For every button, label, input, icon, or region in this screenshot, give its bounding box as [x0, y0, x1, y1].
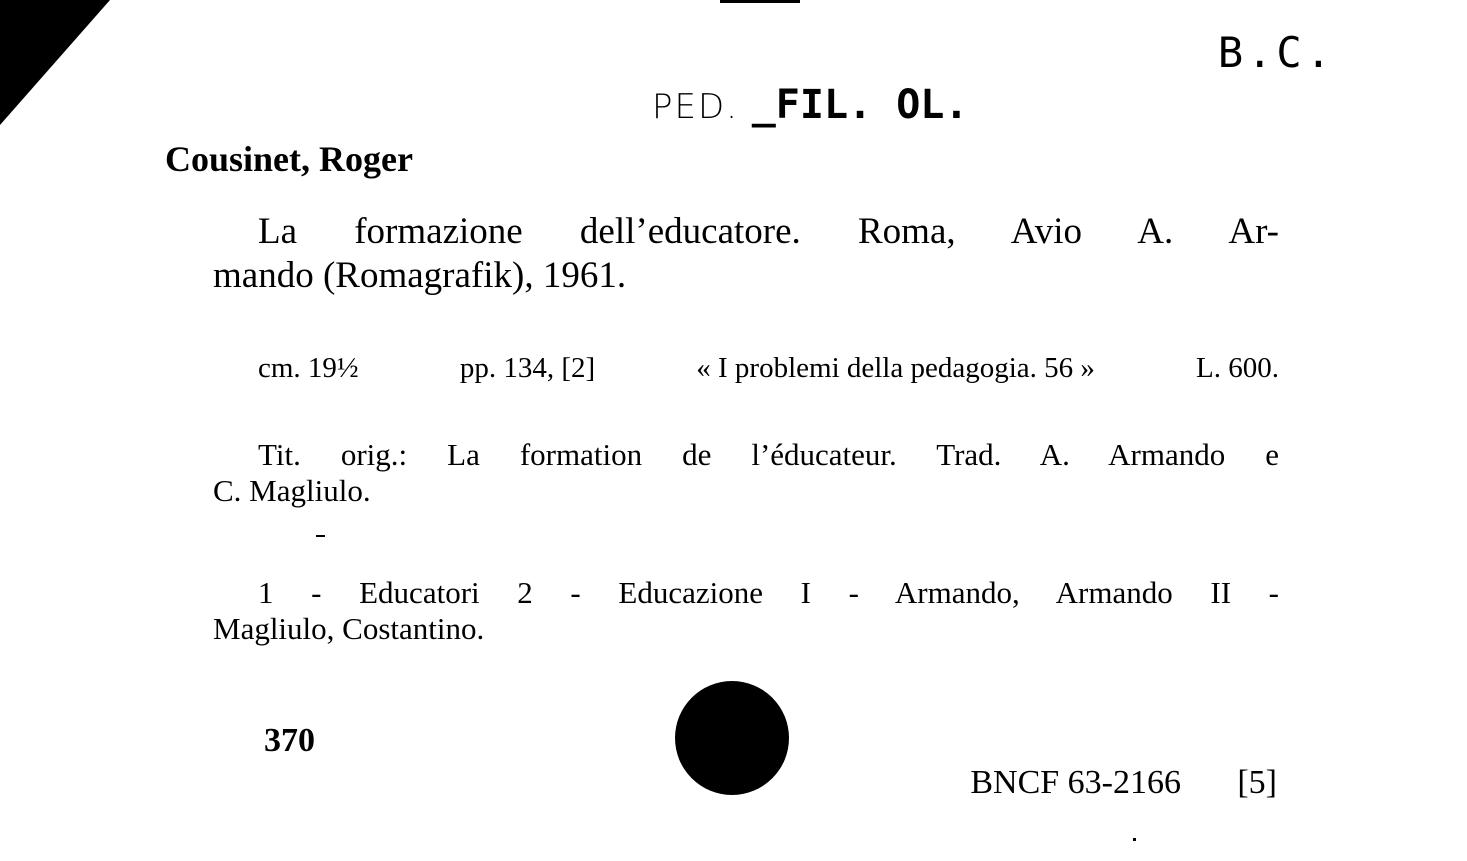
notes-line-1: Tit. orig.: La formation de l’éducateur. Trad. A. Armando e: [258, 437, 1279, 472]
bncf-number: BNCF 63-2166: [970, 764, 1181, 801]
title-line-2: mando (Romagrafik), 1961.: [213, 255, 627, 296]
collation-line: [258, 352, 1279, 385]
subject-tracings: [213, 575, 1279, 647]
collation-price: L. 600.: [1196, 352, 1279, 384]
collation-pages: pp. 134, [2]: [459, 352, 596, 384]
classmark: [652, 82, 968, 128]
scan-speck: [720, 0, 800, 3]
collation-series: « I problemi della pedagogia. 56 »: [696, 352, 1095, 384]
author-heading: Cousinet, Roger: [165, 139, 413, 179]
scan-speck: [316, 535, 325, 537]
notes-line-2: C. Magliulo.: [213, 473, 371, 508]
classmark-typed: _FIL. OL.: [751, 82, 969, 128]
scan-speck: [1133, 838, 1136, 841]
title-statement: [213, 210, 1279, 298]
location-mark: B.C.: [1217, 28, 1335, 77]
subjects-line-2: Magliulo, Costantino.: [213, 611, 485, 646]
card-sequence: [5]: [1237, 764, 1277, 801]
punch-hole: [675, 681, 789, 795]
corner-scan-artifact: [0, 0, 110, 125]
subjects-line-1: 1 - Educatori 2 - Educazione I - Armando, Armando II -: [258, 575, 1279, 610]
classmark-handwritten: PED.: [652, 87, 739, 127]
title-line-1: La formazione dell’educatore. Roma, Avio A. Ar-: [258, 211, 1279, 252]
dewey-classification: 370: [264, 722, 315, 759]
collation-size: cm. 19½: [258, 352, 359, 384]
original-title-note: [213, 437, 1279, 509]
